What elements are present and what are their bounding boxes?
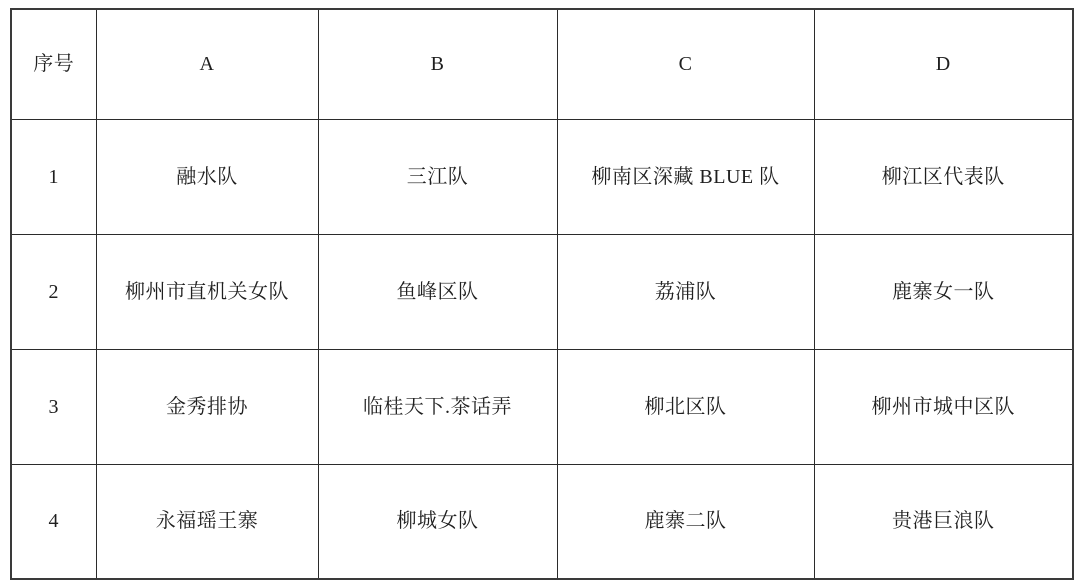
team-name-cell: 贵港巨浪队	[814, 464, 1073, 579]
table-header-row	[11, 9, 1073, 119]
team-groups-table	[10, 8, 1074, 580]
row-number-cell: 4	[11, 464, 96, 579]
team-name-cell: 鹿寨女一队	[814, 234, 1073, 349]
team-name-cell: 柳江区代表队	[814, 119, 1073, 234]
table-row	[11, 464, 1073, 579]
team-name-cell: 临桂天下.茶话弄	[318, 349, 557, 464]
table-row	[11, 119, 1073, 234]
team-name-cell: 柳城女队	[318, 464, 557, 579]
column-header-group-a: A	[96, 9, 318, 119]
team-name-cell: 金秀排协	[96, 349, 318, 464]
team-name-cell: 融水队	[96, 119, 318, 234]
row-number-cell: 1	[11, 119, 96, 234]
team-name-cell: 柳州市城中区队	[814, 349, 1073, 464]
team-name-cell: 三江队	[318, 119, 557, 234]
table-row	[11, 349, 1073, 464]
column-header-index: 序号	[11, 9, 96, 119]
team-name-cell: 柳北区队	[557, 349, 814, 464]
column-header-group-b: B	[318, 9, 557, 119]
row-number-cell: 2	[11, 234, 96, 349]
team-name-cell: 柳南区深藏 BLUE 队	[557, 119, 814, 234]
table-body	[11, 119, 1073, 579]
team-name-cell: 鹿寨二队	[557, 464, 814, 579]
column-header-group-c: C	[557, 9, 814, 119]
row-number-cell: 3	[11, 349, 96, 464]
table-row	[11, 234, 1073, 349]
team-name-cell: 鱼峰区队	[318, 234, 557, 349]
team-name-cell: 荔浦队	[557, 234, 814, 349]
column-header-group-d: D	[814, 9, 1073, 119]
team-name-cell: 永福瑶王寨	[96, 464, 318, 579]
team-name-cell: 柳州市直机关女队	[96, 234, 318, 349]
